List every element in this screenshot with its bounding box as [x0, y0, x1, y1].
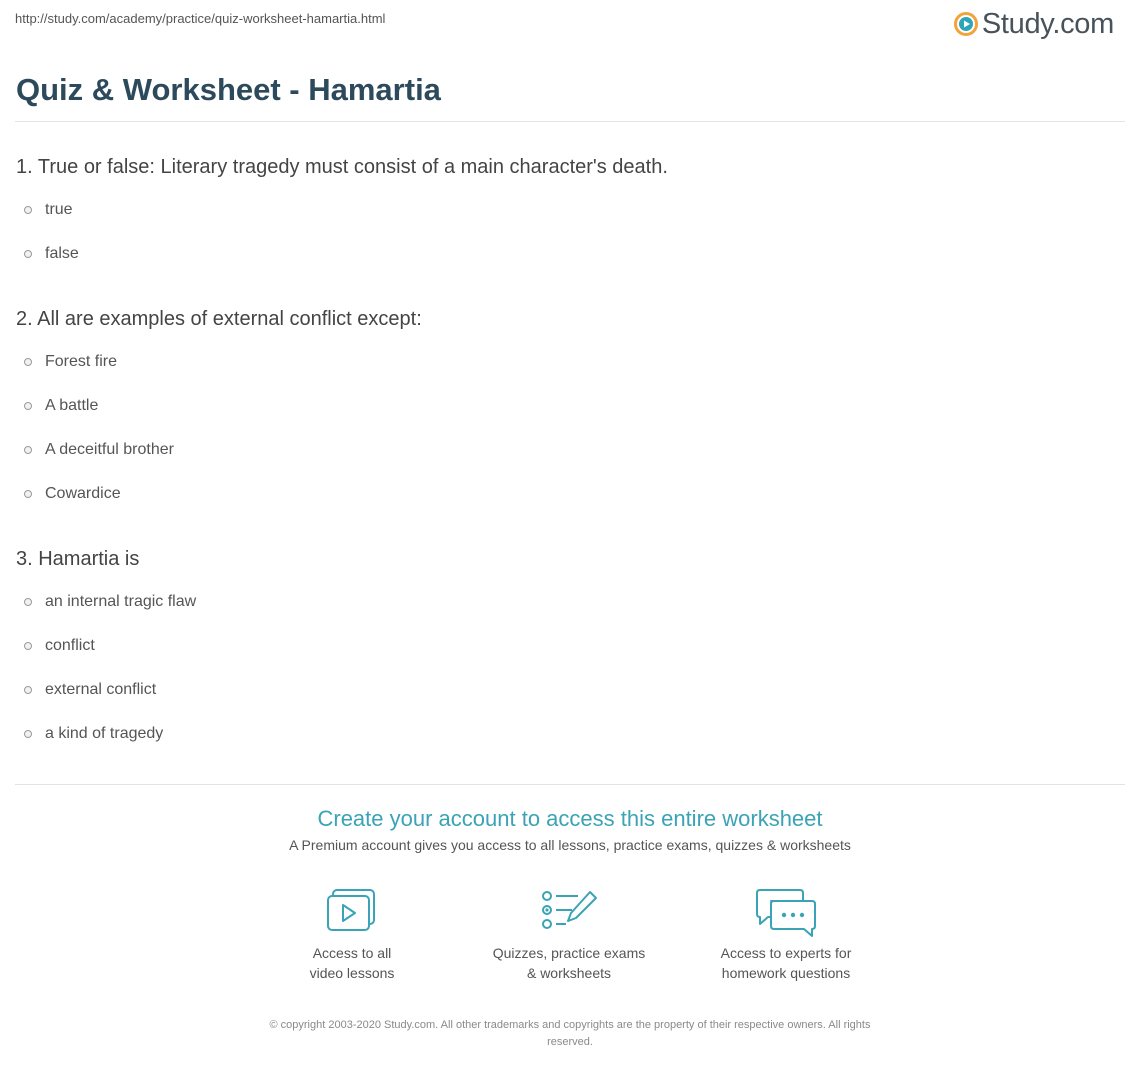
radio-button[interactable] — [24, 250, 32, 258]
option-label: A deceitful brother — [45, 441, 174, 458]
copyright-footer — [210, 1017, 930, 1051]
study-logo[interactable] — [954, 7, 1114, 41]
question-text: 1. True or false: Literary tragedy must consist of a main character's death. — [16, 156, 668, 178]
title-divider — [15, 121, 1125, 122]
radio-button[interactable] — [24, 598, 32, 606]
feature-video-lessons — [252, 888, 452, 983]
question-1 — [16, 154, 1116, 262]
radio-button[interactable] — [24, 642, 32, 650]
answer-option[interactable] — [24, 243, 79, 265]
radio-button[interactable] — [24, 446, 32, 454]
feature-label-line2: & worksheets — [526, 965, 612, 981]
option-label: an internal tragic flaw — [45, 593, 197, 610]
answer-option[interactable] — [24, 679, 156, 701]
option-label: Cowardice — [45, 485, 121, 502]
logo-text: Study.com — [981, 8, 1114, 40]
option-label: false — [45, 245, 79, 262]
radio-button[interactable] — [24, 490, 32, 498]
section-divider — [15, 784, 1125, 785]
create-account-link[interactable]: Create your account to access this entire worksheet — [317, 806, 823, 831]
chat-bubbles-icon — [754, 888, 818, 940]
radio-button[interactable] — [24, 730, 32, 738]
feature-quizzes — [469, 888, 669, 983]
feature-label-line1: Quizzes, practice exams — [492, 945, 646, 961]
play-icon — [954, 12, 978, 36]
answer-option[interactable] — [24, 483, 121, 505]
page-title: Quiz & Worksheet - Hamartia — [16, 72, 441, 107]
answer-option[interactable] — [24, 591, 196, 613]
question-text: 3. Hamartia is — [16, 548, 140, 570]
premium-description: A Premium account gives you access to all lessons, practice exams, quizzes & worksheets — [289, 837, 851, 853]
question-text: 2. All are examples of external conflict except: — [16, 308, 422, 330]
feature-label-line1: Access to all — [312, 945, 392, 961]
feature-experts — [686, 888, 886, 983]
video-lesson-icon — [326, 888, 378, 934]
quiz-checklist-icon — [540, 888, 598, 934]
option-label: A battle — [45, 397, 99, 414]
feature-label-line2: homework questions — [721, 965, 851, 981]
option-label: Forest fire — [45, 353, 118, 370]
option-label: true — [45, 201, 73, 218]
question-3 — [16, 546, 1116, 742]
footer-line1: © copyright 2003-2020 Study.com. All other trademarks and copyrights are the property of their respective owners. All rights — [269, 1019, 871, 1031]
answer-option[interactable] — [24, 199, 73, 221]
feature-label-line1: Access to experts for — [720, 945, 852, 961]
radio-button[interactable] — [24, 402, 32, 410]
radio-button[interactable] — [24, 358, 32, 366]
answer-option[interactable] — [24, 723, 163, 745]
question-2 — [16, 306, 1116, 502]
footer-line2: reserved. — [547, 1036, 593, 1048]
option-label: conflict — [45, 637, 95, 654]
answer-option[interactable] — [24, 635, 95, 657]
answer-option[interactable] — [24, 439, 174, 461]
option-label: external conflict — [45, 681, 157, 698]
page-url: http://study.com/academy/practice/quiz-worksheet-hamartia.html — [15, 11, 386, 26]
feature-label-line2: video lessons — [309, 965, 395, 981]
radio-button[interactable] — [24, 206, 32, 214]
radio-button[interactable] — [24, 686, 32, 694]
answer-option[interactable] — [24, 395, 98, 417]
answer-option[interactable] — [24, 351, 117, 373]
option-label: a kind of tragedy — [45, 725, 164, 742]
